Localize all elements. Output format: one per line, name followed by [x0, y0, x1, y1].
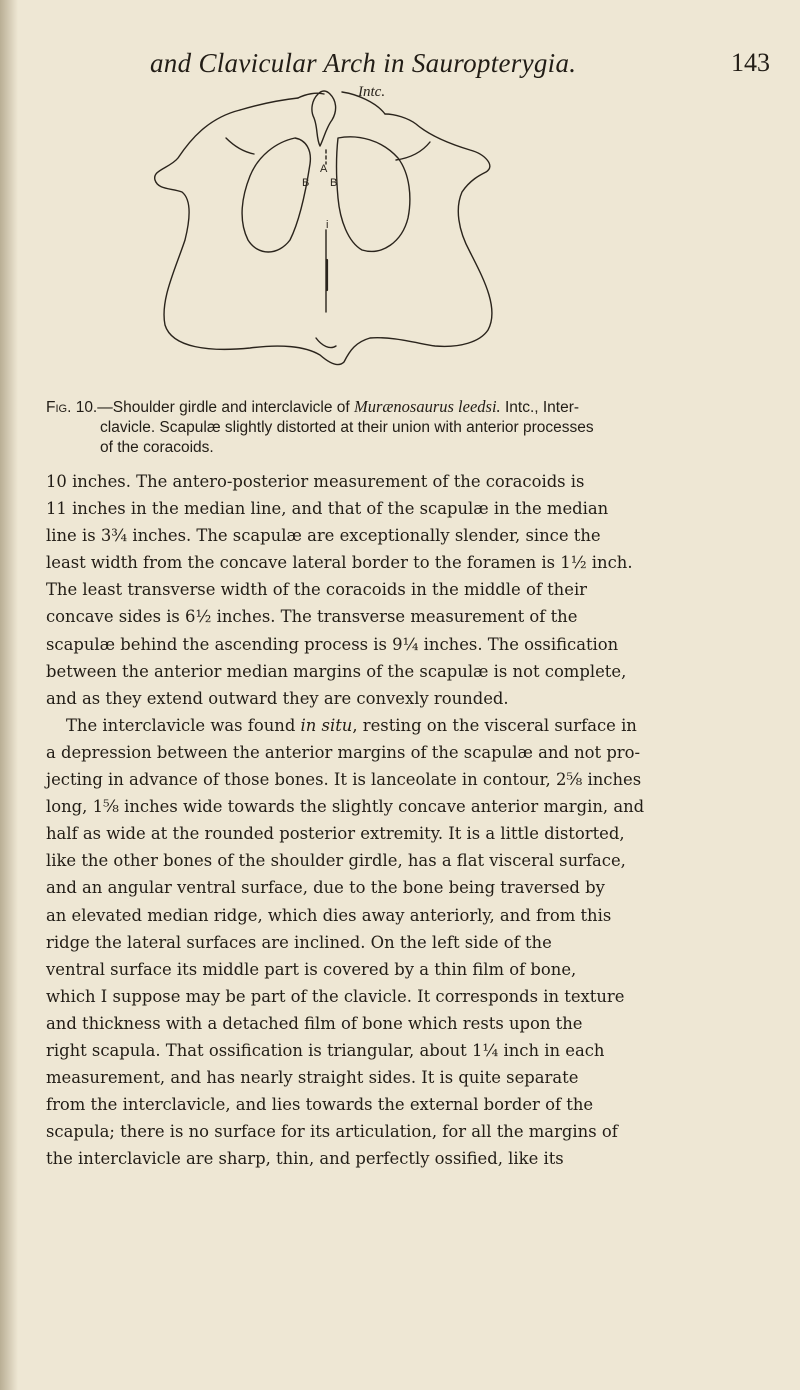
body-line — [46, 522, 764, 549]
body-line — [46, 766, 764, 793]
body-line — [46, 549, 764, 576]
body-line-italic: in situ — [300, 715, 353, 735]
body-line — [46, 1037, 764, 1064]
body-line — [46, 712, 764, 739]
body-line-text: and thickness with a detached film of bone which rests upon the — [46, 1013, 583, 1033]
label-i: i — [326, 219, 329, 231]
running-title: and Clavicular Arch in Sauropterygia. — [150, 48, 577, 78]
figure-shoulder-girdle — [130, 80, 570, 380]
body-line-text: long, 1⅝ inches wide towards the slightly concave anterior margin, and — [46, 797, 645, 817]
body-line-text: the interclavicle are sharp, thin, and perfectly ossified, like its — [46, 1149, 564, 1169]
body-line-text: measurement, and has nearly straight sides. It is quite separate — [46, 1068, 579, 1088]
body-line-text: scapula; there is no surface for its articulation, for all the margins of — [46, 1122, 618, 1142]
body-line-text: half as wide at the rounded posterior extremity. It is a little distorted, — [46, 824, 625, 844]
shoulder-girdle-drawing — [130, 80, 570, 380]
body-line-text: ridge the lateral surfaces are inclined. On the left side of the — [46, 932, 552, 952]
label-a: A — [320, 163, 328, 175]
body-line — [46, 847, 764, 874]
body-line-text: right scapula. That ossification is triangular, about 1¼ inch in each — [46, 1040, 605, 1060]
body-line — [46, 1064, 764, 1091]
girdle-outline — [155, 110, 492, 364]
body-line-text: a depression between the anterior margins of the scapulæ and not pro- — [46, 742, 641, 762]
body-line-text: The interclavicle was found — [66, 715, 301, 735]
body-line-text: and an angular ventral surface, due to the bone being traversed by — [46, 878, 605, 898]
body-text — [46, 468, 764, 1172]
body-line — [46, 983, 764, 1010]
body-line — [46, 1118, 764, 1145]
body-line-text: line is 3¾ inches. The scapulæ are exceptionally slender, since the — [46, 526, 601, 546]
body-line — [46, 468, 764, 495]
body-line — [46, 793, 764, 820]
body-line-text: 11 inches in the median line, and that of the scapulæ in the median — [46, 499, 609, 519]
body-line-text: least width from the concave lateral border to the foramen is 1½ inch. — [46, 553, 633, 573]
body-line — [46, 874, 764, 901]
body-line-text: between the anterior median margins of the scapulæ is not complete, — [46, 661, 627, 681]
body-line-text: from the interclavicle, and lies towards the external border of the — [46, 1095, 594, 1115]
caption-species: Murænosaurus leedsi. — [354, 397, 501, 416]
label-b-left: B — [302, 177, 310, 189]
figure-caption — [46, 397, 740, 458]
caption-line-2: clavicle. Scapulæ slightly distorted at their union with anterior processes — [100, 419, 594, 436]
label-intc: Intc. — [358, 84, 386, 100]
body-line-text: and as they extend outward they are convexly rounded. — [46, 688, 509, 708]
body-line-text: ventral surface its middle part is covered by a thin film of bone, — [46, 959, 577, 979]
right-foramen — [337, 137, 410, 252]
body-line — [46, 1091, 764, 1118]
left-foramen — [242, 138, 310, 252]
body-line-text: jecting in advance of those bones. It is lanceolate in contour, 2⅝ inches — [46, 770, 642, 790]
label-b-right: B — [330, 177, 338, 189]
body-line-text: concave sides is 6½ inches. The transverse measurement of the — [46, 607, 578, 627]
caption-text-1: —Shoulder girdle and interclavicle of — [97, 399, 354, 416]
body-line-text: an elevated median ridge, which dies away anteriorly, and from this — [46, 905, 612, 925]
body-line — [46, 603, 764, 630]
body-line-text: which I suppose may be part of the clavicle. It corresponds in texture — [46, 986, 625, 1006]
caption-line-1 — [46, 397, 740, 418]
caption-fig-number: Fig. 10. — [46, 399, 98, 416]
body-line-text: scapulæ behind the ascending process is 9¼ inches. The ossification — [46, 634, 619, 654]
body-line-text: like the other bones of the shoulder girdle, has a flat visceral surface, — [46, 851, 626, 871]
body-line — [46, 685, 764, 712]
body-line — [46, 495, 764, 522]
body-line — [46, 902, 764, 929]
body-line — [46, 929, 764, 956]
interclavicle-outline — [312, 91, 336, 146]
body-line — [46, 1010, 764, 1037]
body-line — [46, 658, 764, 685]
body-line — [46, 1145, 764, 1172]
page-number: 143 — [731, 48, 770, 77]
page-edge-shadow — [0, 0, 18, 1390]
body-line — [46, 576, 764, 603]
running-head — [150, 48, 770, 84]
body-line — [46, 739, 764, 766]
body-line — [46, 956, 764, 983]
caption-line-3: of the coracoids. — [100, 439, 214, 456]
body-line — [46, 631, 764, 658]
caption-text-2: Intc., Inter- — [500, 399, 580, 416]
body-line — [46, 820, 764, 847]
body-line-text: The least transverse width of the coracoids in the middle of their — [46, 580, 588, 600]
body-line-text: 10 inches. The antero-posterior measurement of the coracoids is — [46, 472, 585, 491]
left-scapula — [240, 98, 298, 110]
body-line-text: , resting on the visceral surface in — [352, 715, 637, 735]
